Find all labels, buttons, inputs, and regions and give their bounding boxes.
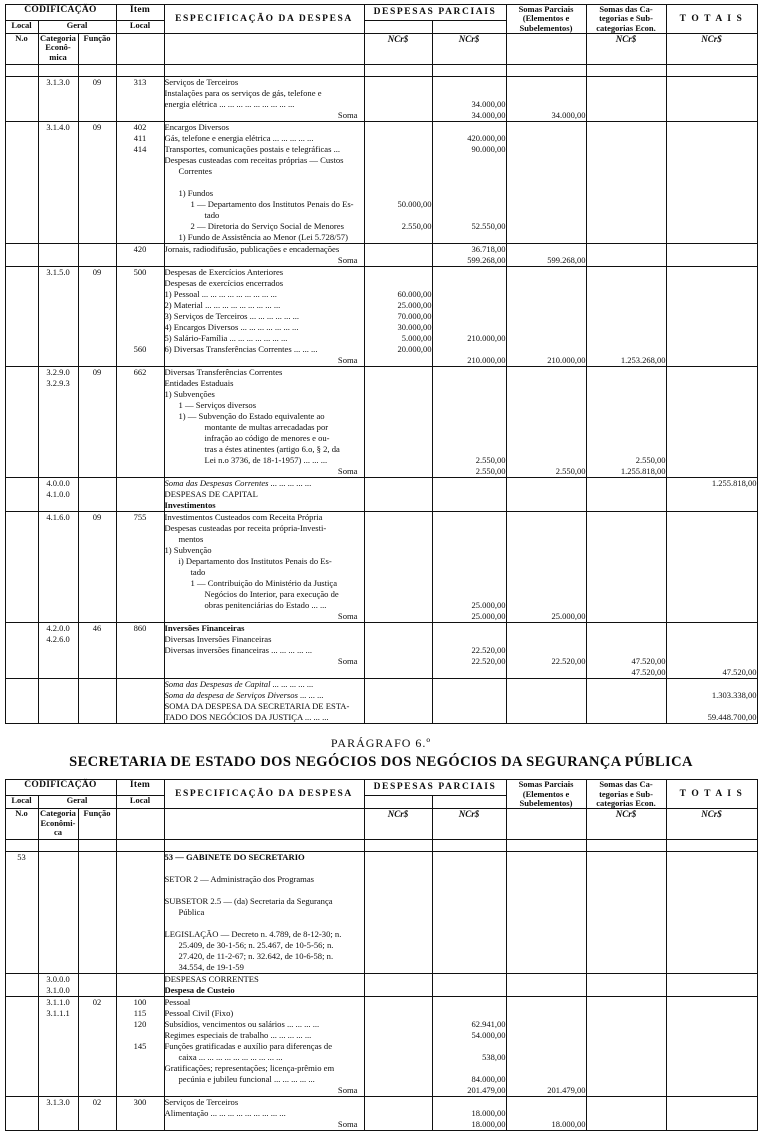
table-row — [5, 623, 757, 679]
header2-funcao: Função — [78, 809, 116, 840]
cell-local — [5, 244, 38, 267]
header-funcao: Função — [78, 34, 116, 65]
cell-funcao: 09 — [78, 77, 116, 122]
cell-local — [5, 679, 38, 724]
cell-categoria-economica — [38, 244, 78, 267]
header-somas-categorias: Somas das Ca- tegorias e Sub- categorias Econ. — [586, 5, 666, 34]
cell-despesas-parciais-1 — [364, 478, 432, 512]
cell-categoria-economica: 3.1.1.0 3.1.1.1 — [38, 997, 78, 1097]
header-currency-5: NCr$ — [666, 34, 757, 65]
header-item: Item — [116, 5, 164, 21]
cell-item-local: 662 — [116, 367, 164, 478]
cell-totais — [666, 77, 757, 122]
cell-somas-categorias — [586, 852, 666, 974]
cell-item-local: 755 — [116, 512, 164, 623]
cell-categoria-economica: 3.1.5.0 — [38, 267, 78, 367]
cell-somas-categorias — [586, 478, 666, 512]
cell-somas-categorias — [586, 997, 666, 1097]
cell-item-local: 313 — [116, 77, 164, 122]
cell-funcao: 02 — [78, 997, 116, 1097]
cell-local — [5, 267, 38, 367]
cell-funcao: 02 — [78, 1097, 116, 1131]
table-row — [5, 122, 757, 244]
header2-geral: Geral — [38, 795, 116, 809]
cell-despesas-parciais-2 — [432, 852, 506, 974]
cell-especificacao: Jornais, radiodifusão, publicações e encadernações Soma — [164, 244, 364, 267]
cell-funcao — [78, 679, 116, 724]
cell-especificacao: Investimentos Custeados com Receita Própria Despesas custeadas por receita própria-Investi- mentos 1) Subvenção i) Departamento dos Institutos Penais do Es- tado 1 — Contribuição do Ministério da Justiça Negócios do Interior, para execução de obras penitenciárias do Estado ... ... Soma — [164, 512, 364, 623]
header-local: Local — [5, 20, 38, 34]
cell-despesas-parciais-1 — [364, 623, 432, 679]
cell-funcao: 09 — [78, 512, 116, 623]
header2-especificacao-blank — [164, 809, 364, 840]
cell-totais: 1.303.338,00 59.448.700,00 — [666, 679, 757, 724]
header2-codificacao: CODIFICAÇÃO — [5, 780, 116, 796]
header-despesas-parciais: DESPESAS PARCIAIS — [364, 5, 506, 21]
header2-no: N.o — [5, 809, 38, 840]
table-row — [5, 997, 757, 1097]
table-row — [5, 77, 757, 122]
cell-somas-parciais: 599.268,00 — [506, 244, 586, 267]
cell-somas-parciais: 25.000,00 — [506, 512, 586, 623]
table-row — [5, 1097, 757, 1131]
cell-somas-parciais: 34.000,00 — [506, 77, 586, 122]
cell-totais: 1.255.818,00 — [666, 478, 757, 512]
cell-somas-categorias: 1.253.268,00 — [586, 267, 666, 367]
header-codificacao: CODIFICAÇÃO — [5, 5, 116, 21]
header2-currency-4: NCr$ — [586, 809, 666, 840]
header2-categoria: Categoria Econômi- ca — [38, 809, 78, 840]
cell-despesas-parciais-2: 18.000,00 18.000,00 — [432, 1097, 506, 1131]
cell-somas-parciais: 201.479,00 — [506, 997, 586, 1097]
cell-categoria-economica — [38, 852, 78, 974]
table-row-spacer — [5, 65, 757, 77]
header2-somas-categorias: Somas das Ca- tegorias e Sub- categorias Econ. — [586, 780, 666, 809]
cell-funcao: 09 — [78, 122, 116, 244]
header-currency-2: NCr$ — [432, 34, 506, 65]
header-currency-1: NCr$ — [364, 34, 432, 65]
cell-especificacao: Pessoal Pessoal Civil (Fixo) Subsídios, vencimentos ou salários ... ... ... ... Regimes especiais de trabalho ... ... ... ... ... Funções gratificadas e auxílio para diferenças de caixa ... ... ... ... ... ... ... ... ... ... Gratificações; representações; licença-prêmio em pecúnia e jubileu funcional ... ... ... ... ... Soma — [164, 997, 364, 1097]
cell-despesas-parciais-1 — [364, 852, 432, 974]
cell-item-local: 100 115 120 145 — [116, 997, 164, 1097]
cell-totais — [666, 1097, 757, 1131]
header-item-local: Local — [116, 20, 164, 34]
cell-despesas-parciais-1 — [364, 679, 432, 724]
budget-table-1-wrapper — [0, 4, 762, 724]
table-row — [5, 512, 757, 623]
budget-table-2 — [5, 779, 758, 1131]
cell-item-local: 500 560 — [116, 267, 164, 367]
table1-header-row-3 — [5, 34, 757, 65]
header2-local: Local — [5, 795, 38, 809]
paragraph-label: PARÁGRAFO 6.º — [330, 736, 432, 751]
cell-totais — [666, 852, 757, 974]
cell-somas-categorias: 2.550,00 1.255.818,00 — [586, 367, 666, 478]
cell-somas-parciais: 18.000,00 — [506, 1097, 586, 1131]
cell-item-local: 420 — [116, 244, 164, 267]
cell-categoria-economica: 3.1.3.0 — [38, 77, 78, 122]
table-row — [5, 244, 757, 267]
cell-categoria-economica: 3.1.3.0 — [38, 1097, 78, 1131]
cell-especificacao: Soma das Despesas de Capital ... ... ... ... ... Soma da despesa de Serviços Diversos ... ... ... SOMA DA DESPESA DA SECRETARIA DE ESTA- TADO DOS NEGÓCIOS DA JUSTIÇA ... ... ... — [164, 679, 364, 724]
cell-despesas-parciais-1: 60.000,00 25.000,00 70.000,00 30.000,00 5.000,00 20.000,00 — [364, 267, 432, 367]
cell-totais: 47.520,00 — [666, 623, 757, 679]
cell-categoria-economica — [38, 679, 78, 724]
cell-especificacao: Inversões Financeiras Diversas Inversões Financeiras Diversas inversões financeiras ... ... ... ... ... Soma — [164, 623, 364, 679]
cell-despesas-parciais-2 — [432, 679, 506, 724]
cell-especificacao: DESPESAS CORRENTES Despesa de Custeio — [164, 974, 364, 997]
header-categoria: Categoria Econô- mica — [38, 34, 78, 65]
cell-local — [5, 478, 38, 512]
cell-item-local — [116, 974, 164, 997]
cell-especificacao: Serviços de Terceiros Alimentação ... ... ... ... ... ... ... ... ... Soma — [164, 1097, 364, 1131]
cell-local — [5, 997, 38, 1097]
cell-totais — [666, 974, 757, 997]
cell-despesas-parciais-1 — [364, 244, 432, 267]
cell-somas-categorias — [586, 1097, 666, 1131]
document-page — [0, 4, 762, 1131]
header2-item: Item — [116, 780, 164, 796]
table1-header-row-1 — [5, 5, 757, 21]
cell-funcao: 09 — [78, 267, 116, 367]
cell-totais — [666, 244, 757, 267]
table1-body — [5, 65, 757, 724]
budget-table-1 — [5, 4, 758, 724]
table-row — [5, 974, 757, 997]
cell-somas-categorias — [586, 244, 666, 267]
cell-despesas-parciais-2 — [432, 974, 506, 997]
cell-item-local: 402 411 414 — [116, 122, 164, 244]
table-row — [5, 267, 757, 367]
header-especificacao-blank — [164, 34, 364, 65]
header-no: N.o — [5, 34, 38, 65]
cell-especificacao: Soma das Despesas Correntes ... ... ... ... ... DESPESAS DE CAPITAL Investimentos — [164, 478, 364, 512]
header-item-local-2 — [116, 34, 164, 65]
cell-somas-categorias — [586, 122, 666, 244]
cell-despesas-parciais-1 — [364, 1097, 432, 1131]
header2-currency-5: NCr$ — [666, 809, 757, 840]
cell-somas-parciais — [506, 679, 586, 724]
cell-local — [5, 122, 38, 244]
cell-despesas-parciais-2: 25.000,00 25.000,00 — [432, 512, 506, 623]
cell-categoria-economica: 3.1.4.0 — [38, 122, 78, 244]
header-geral: Geral — [38, 20, 116, 34]
cell-despesas-parciais-1 — [364, 512, 432, 623]
cell-somas-categorias — [586, 77, 666, 122]
cell-despesas-parciais-2: 420.000,00 90.000,00 52.550,00 — [432, 122, 506, 244]
header2-especificacao: ESPECIFICAÇÃO DA DESPESA — [164, 780, 364, 809]
cell-totais — [666, 367, 757, 478]
header-especificacao: ESPECIFICAÇÃO DA DESPESA — [164, 5, 364, 34]
cell-somas-categorias — [586, 512, 666, 623]
table-row — [5, 852, 757, 974]
cell-despesas-parciais-1 — [364, 997, 432, 1097]
cell-item-local — [116, 852, 164, 974]
cell-despesas-parciais-2: 2.550,00 2.550,00 — [432, 367, 506, 478]
table2-header-row-3 — [5, 809, 757, 840]
cell-somas-parciais — [506, 122, 586, 244]
cell-somas-parciais: 210.000,00 — [506, 267, 586, 367]
cell-especificacao: Serviços de Terceiros Instalações para os serviços de gás, telefone e energia elétrica ... ... ... ... ... ... ... ... ... Soma — [164, 77, 364, 122]
cell-somas-parciais — [506, 974, 586, 997]
cell-somas-categorias — [586, 679, 666, 724]
cell-item-local: 300 — [116, 1097, 164, 1131]
cell-totais — [666, 122, 757, 244]
header2-totais: T O T A I S — [666, 780, 757, 809]
cell-especificacao: Encargos Diversos Gás, telefone e energia elétrica ... ... ... ... ... Transportes, comunicações postais e telegráficas ... Despesas custeadas com receitas próprias — Custos Correntes 1) Fundos 1 — Departamento dos Institutos Penais do Es- tado 2 — Diretoria do Serviço Social de Menores 1) Fundo de Assistência ao Menor (Lei 5.728/57) — [164, 122, 364, 244]
cell-funcao — [78, 852, 116, 974]
cell-categoria-economica: 4.0.0.0 4.1.0.0 — [38, 478, 78, 512]
cell-especificacao: 53 — GABINETE DO SECRETARIO SETOR 2 — Administração dos Programas SUBSETOR 2.5 — (da) Secretaria da Segurança Pública LEGISLAÇÃO — Decreto n. 4.789, de 8-12-30; n. 25.409, de 30-1-56; n. 25.467, de 10-5-56; n. 27.420, de 11-2-67; n. 32.642, de 10-6-58; n. 34.554, de 19-1-59 — [164, 852, 364, 974]
cell-somas-categorias — [586, 974, 666, 997]
header-totais: T O T A I S — [666, 5, 757, 34]
cell-despesas-parciais-2: 34.000,00 34.000,00 — [432, 77, 506, 122]
cell-despesas-parciais-1 — [364, 974, 432, 997]
cell-especificacao: Diversas Transferências Correntes Entidades Estaduais 1) Subvenções 1 — Serviços diversos 1) — Subvenção do Estado equivalente ao montante de multas arrecadadas por infração ao código de menores e ou- tras a éstes atinentes (artigo 6.o, § 2, da Lei n.o 3736, de 18-1-1957) ... ... ... Soma — [164, 367, 364, 478]
header2-currency-3 — [506, 809, 586, 840]
cell-local — [5, 623, 38, 679]
header2-item-local: Local — [116, 795, 164, 809]
budget-table-2-wrapper — [0, 779, 762, 1131]
cell-despesas-parciais-1 — [364, 367, 432, 478]
cell-totais — [666, 267, 757, 367]
cell-despesas-parciais-2: 210.000,00 210.000,00 — [432, 267, 506, 367]
cell-local — [5, 1097, 38, 1131]
cell-local — [5, 77, 38, 122]
cell-despesas-parciais-2: 22.520,00 22.520,00 — [432, 623, 506, 679]
header2-currency-2: NCr$ — [432, 809, 506, 840]
cell-categoria-economica: 4.1.6.0 — [38, 512, 78, 623]
cell-despesas-parciais-2: 36.718,00 599.268,00 — [432, 244, 506, 267]
cell-despesas-parciais-1 — [364, 77, 432, 122]
cell-local — [5, 974, 38, 997]
header2-somas-parciais: Somas Parciais (Elementos e Subelementos) — [506, 780, 586, 809]
table2-body — [5, 840, 757, 1131]
cell-despesas-parciais-1: 50.000,00 2.550,00 — [364, 122, 432, 244]
table-row-spacer — [5, 840, 757, 852]
cell-somas-parciais: 2.550,00 — [506, 367, 586, 478]
cell-especificacao: Despesas de Exercícios Anteriores Despesas de exercícios encerrados 1) Pessoal ... ... ... ... ... ... ... ... ... 2) Material ... ... ... ... ... ... ... ... ... 3) Serviços de Terceiros ... ... ... ... ... ... 4) Encargos Diversos ... ... ... ... ... ... ... 5) Salário-Família ... ... ... ... ... ... ... 6) Diversas Transferências Correntes ... ... ... Soma — [164, 267, 364, 367]
section-title: SECRETARIA DE ESTADO DOS NEGÓCIOS DOS NEGÓCIOS DA SEGURANÇA PÚBLICA — [69, 754, 693, 771]
table-row — [5, 367, 757, 478]
header2-item-local-2 — [116, 809, 164, 840]
cell-somas-parciais — [506, 478, 586, 512]
header2-despesas-parciais: DESPESAS PARCIAIS — [364, 780, 506, 796]
cell-item-local: 860 — [116, 623, 164, 679]
cell-funcao: 46 — [78, 623, 116, 679]
cell-somas-parciais: 22.520,00 — [506, 623, 586, 679]
cell-item-local — [116, 478, 164, 512]
cell-categoria-economica: 4.2.0.0 4.2.6.0 — [38, 623, 78, 679]
cell-categoria-economica: 3.0.0.0 3.1.0.0 — [38, 974, 78, 997]
cell-local — [5, 367, 38, 478]
header-currency-4: NCr$ — [586, 34, 666, 65]
cell-funcao — [78, 478, 116, 512]
cell-funcao — [78, 244, 116, 267]
table-row — [5, 679, 757, 724]
cell-somas-parciais — [506, 852, 586, 974]
header2-currency-1: NCr$ — [364, 809, 432, 840]
cell-somas-categorias: 47.520,00 47.520,00 — [586, 623, 666, 679]
cell-funcao: 09 — [78, 367, 116, 478]
cell-totais — [666, 997, 757, 1097]
cell-funcao — [78, 974, 116, 997]
header-currency-3 — [506, 34, 586, 65]
cell-local — [5, 512, 38, 623]
cell-totais — [666, 512, 757, 623]
cell-despesas-parciais-2: 62.941,00 54.000,00 538,00 84.000,00 201.479,00 — [432, 997, 506, 1097]
cell-local: 53 — [5, 852, 38, 974]
cell-despesas-parciais-2 — [432, 478, 506, 512]
table2-header-row-1 — [5, 780, 757, 796]
header-somas-parciais: Somas Parciais (Elementos e Subelementos) — [506, 5, 586, 34]
cell-categoria-economica: 3.2.9.0 3.2.9.3 — [38, 367, 78, 478]
table-row — [5, 478, 757, 512]
cell-item-local — [116, 679, 164, 724]
